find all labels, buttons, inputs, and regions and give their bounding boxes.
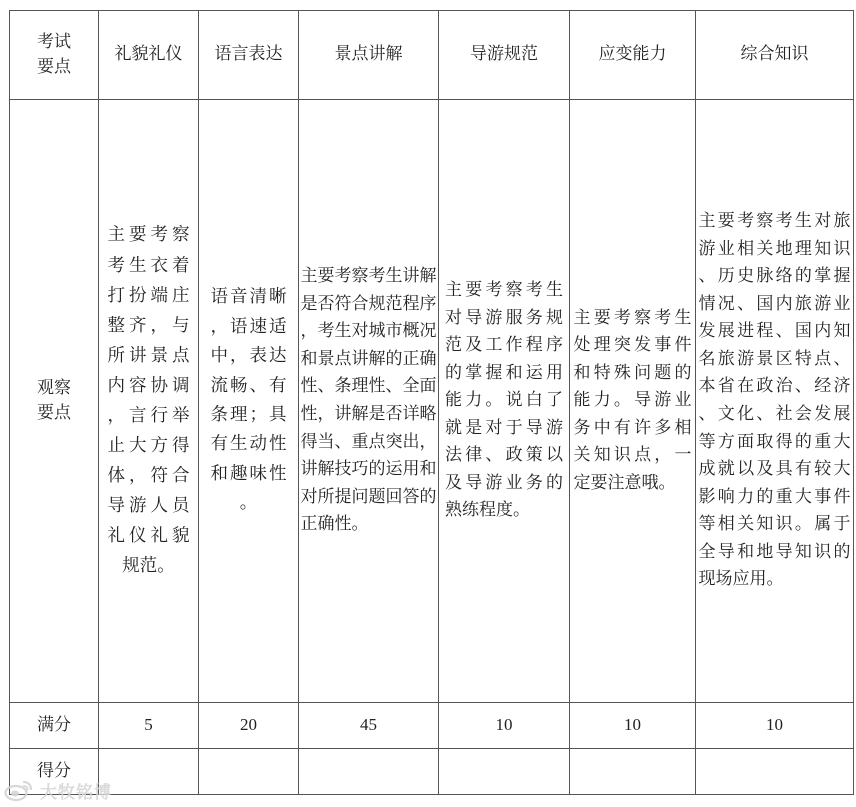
observation-cell-language bbox=[199, 100, 299, 703]
header-cell-adaptability bbox=[570, 11, 696, 100]
full-score-cell bbox=[570, 703, 696, 749]
full-score-value: 10 bbox=[766, 715, 783, 735]
score-cell bbox=[570, 749, 696, 795]
full-score-value: 10 bbox=[624, 715, 641, 735]
observation-label-cell bbox=[10, 100, 99, 703]
full-score-label-cell bbox=[10, 703, 99, 749]
full-score-label: 满分 bbox=[37, 714, 71, 735]
observation-label: 观察 要点 bbox=[37, 378, 71, 423]
observation-text: 主要考察考生处理突发事件和特殊问题的能力。导游业务中有许多相关知识点，一定要注意哦。 bbox=[573, 307, 692, 493]
observation-cell-etiquette bbox=[99, 100, 199, 703]
score-cell bbox=[99, 749, 199, 795]
header-cell-scenic-narration bbox=[299, 11, 439, 100]
score-cell bbox=[299, 749, 439, 795]
full-score-value: 20 bbox=[240, 715, 257, 735]
observation-cell-guide-norms bbox=[439, 100, 570, 703]
header-corner-cell bbox=[10, 11, 99, 100]
header-cell-general-knowledge bbox=[696, 11, 854, 100]
weibo-logo-icon bbox=[4, 778, 34, 802]
observation-text: 语音清晰，语速适中，表达流畅、有条理；具有生动性和趣味性。 bbox=[210, 287, 287, 514]
header-cell-language bbox=[199, 11, 299, 100]
score-row bbox=[10, 749, 854, 795]
full-score-cell bbox=[199, 703, 299, 749]
full-score-cell bbox=[99, 703, 199, 749]
full-score-value: 45 bbox=[360, 715, 377, 735]
observation-text: 主要考察考生对旅游业相关地理知识、历史脉络的掌握情况、国内旅游业发展进程、国内知名旅游景区特点、本省在政治、经济、文化、社会发展等方面取得的重大成就以及具有较大影响力的重大事件等相关知识。属于全导和地导知识的现场应用。 bbox=[698, 211, 851, 590]
header-cell-etiquette bbox=[99, 11, 199, 100]
header-corner-label: 考试 要点 bbox=[37, 32, 71, 77]
header-label: 礼貌礼仪 bbox=[114, 44, 183, 65]
observation-text: 主要考察考生衣着打扮端庄整齐，与所讲景点内容协调，言行举止大方得体，符合导游人员礼仪礼貌规范。 bbox=[107, 225, 190, 577]
full-score-cell bbox=[299, 703, 439, 749]
header-label: 应变能力 bbox=[598, 44, 667, 65]
header-cell-guide-norms bbox=[439, 11, 570, 100]
watermark bbox=[4, 777, 112, 803]
observation-text: 主要考察考生对导游服务规范及工作程序的掌握和运用能力。说白了就是对于导游法律、政策以及导游业务的熟练程度。 bbox=[445, 280, 563, 521]
score-cell bbox=[439, 749, 570, 795]
header-label: 语言表达 bbox=[214, 44, 283, 65]
score-cell bbox=[696, 749, 854, 795]
exam-scoring-table bbox=[9, 10, 854, 795]
observation-text: 主要考察考生讲解是否符合规范程序，考生对城市概况和景点讲解的正确性、条理性、全面性，讲解是否详略得当、重点突出，讲解技巧的运用和对所提问题回答的正确性。 bbox=[300, 266, 437, 535]
full-score-cell bbox=[696, 703, 854, 749]
full-score-value: 5 bbox=[144, 715, 153, 735]
observation-cell-adaptability bbox=[570, 100, 696, 703]
full-score-value: 10 bbox=[495, 715, 513, 735]
score-label: 得分 bbox=[37, 760, 71, 781]
watermark-text: 大牧铭博 bbox=[40, 782, 112, 803]
header-label: 景点讲解 bbox=[334, 44, 403, 65]
full-score-row bbox=[10, 703, 854, 749]
header-label: 导游规范 bbox=[470, 44, 538, 65]
score-cell bbox=[199, 749, 299, 795]
full-score-cell bbox=[439, 703, 570, 749]
header-row bbox=[10, 11, 854, 100]
observation-cell-general-knowledge bbox=[696, 100, 854, 703]
header-label: 综合知识 bbox=[740, 44, 809, 65]
observation-row bbox=[10, 100, 854, 703]
observation-cell-scenic-narration bbox=[299, 100, 439, 703]
